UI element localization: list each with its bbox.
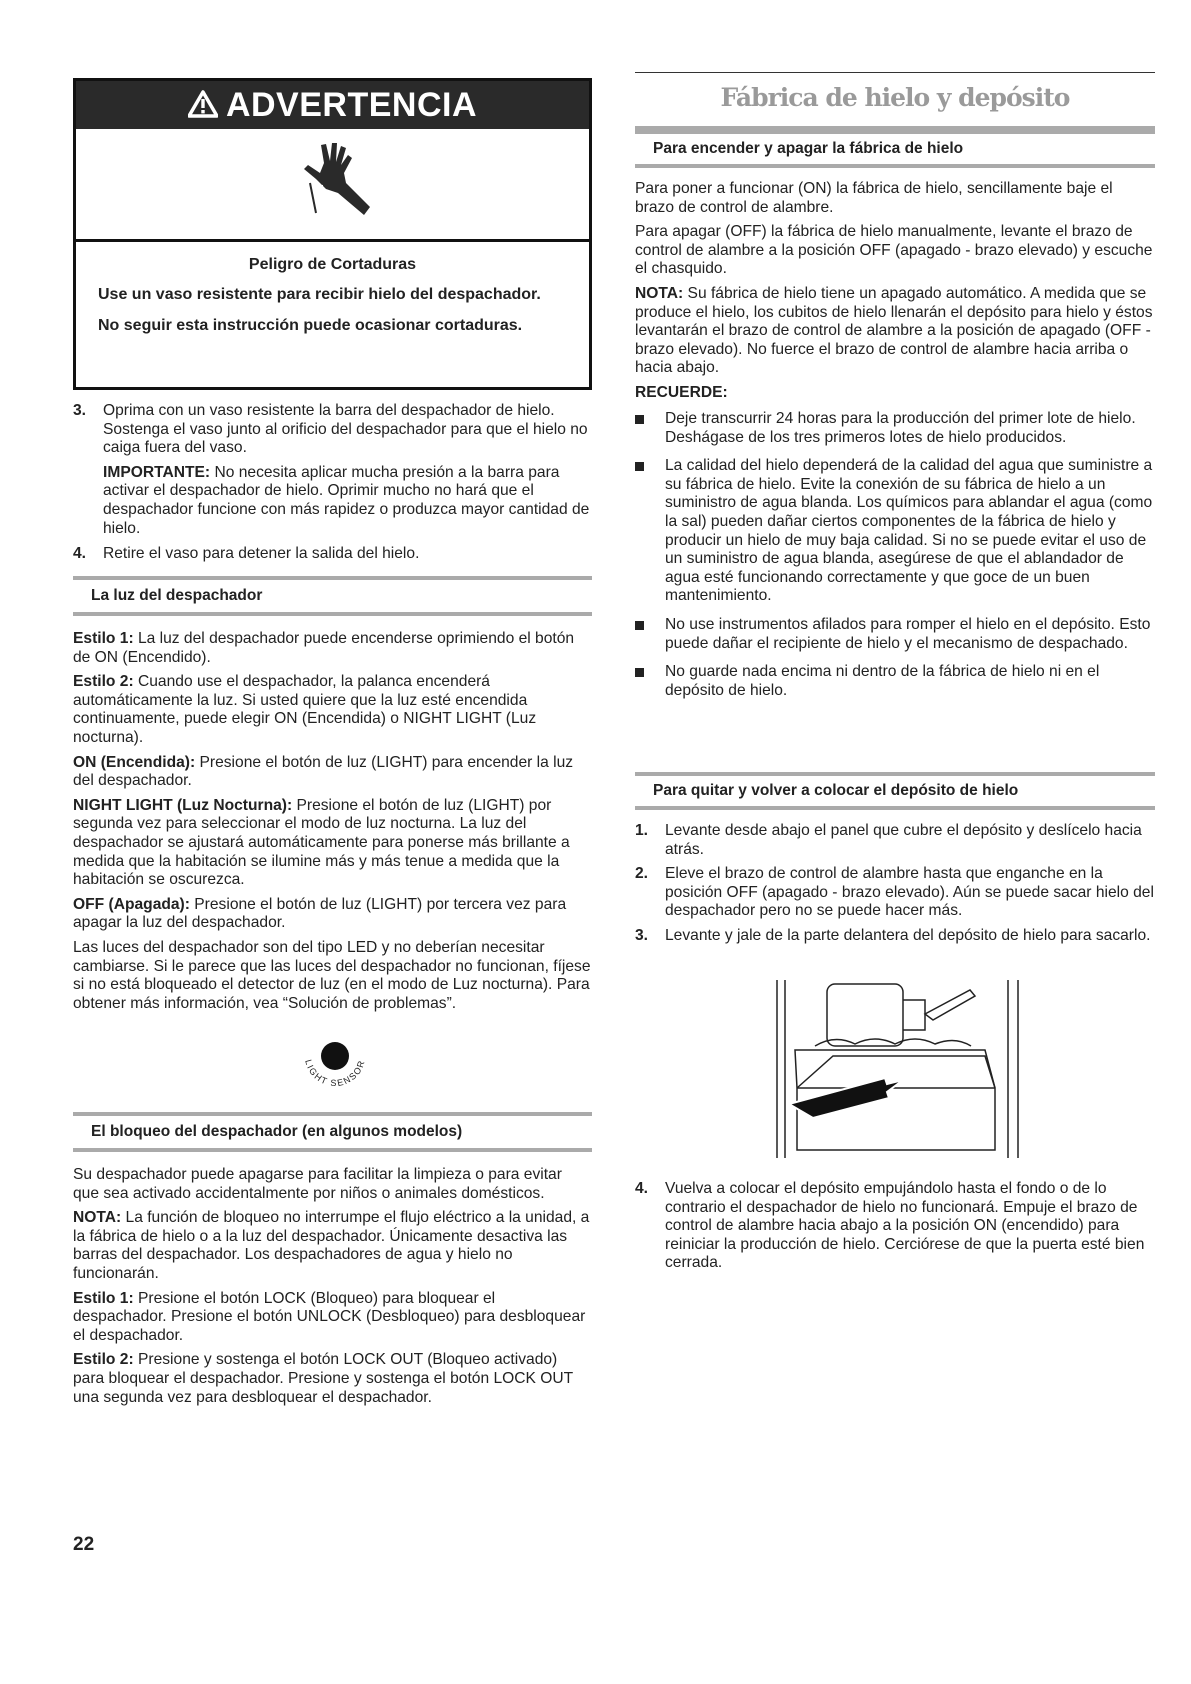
paragraph: Estilo 1: Presione el botón LOCK (Bloqueo) para bloquear el despachador. Presione el botón UNLOCK (Desbloqueo) para desbloquear el despachador. — [73, 1289, 586, 1344]
list-item: No use instrumentos afilados para romper el hielo en el depósito. Esto puede dañar el recipiente de hielo y el mecanismo de despachado. — [635, 616, 1155, 653]
onoff-section-body — [635, 180, 1155, 409]
section-heading-lock: El bloqueo del despachador (en algunos modelos) — [73, 1112, 592, 1152]
paragraph: OFF (Apagada): Presione el botón de luz (LIGHT) por tercera vez para apagar la luz del despachador. — [73, 895, 567, 932]
list-item: 3. Oprima con un vaso resistente la barra del despachador de hielo. Sostenga el vaso junto al orificio del despachador para que el hielo no caiga fuera del vaso. IMPORTANTE: No necesita aplicar mucha presión a la barra para activar el despachador de hielo. Oprimir mucho no hará que el despachador funcione con más rapidez o produzca mayor cantidad de hielo. — [73, 402, 590, 537]
page-number: 22 — [73, 1534, 95, 1555]
warning-heading: ADVERTENCIA — [225, 86, 478, 124]
warning-box — [73, 78, 592, 390]
paragraph: NOTA: Su fábrica de hielo tiene un apagado automático. A medida que se produce el hielo, los cubitos de hielo llenarán el depósito para hielo y éstos levantarán el brazo de control de alambre a la posición de apagado (OFF - brazo elevado). No fuerce el brazo de control de alambre hacia arriba o hacia abajo. — [635, 284, 1153, 377]
step-4 — [635, 1180, 1155, 1273]
list-item: Deje transcurrir 24 horas para la producción del primer lote de hielo. Deshágase de los tres primeros lotes de hielo producidos. — [635, 410, 1155, 447]
paragraph: Estilo 2: Cuando use el despachador, la palanca encenderá automáticamente la luz. Si usted quiere que la luz esté encendida continuamente, puede elegir ON (Encendida) o NIGHT LIGHT (Luz nocturna). — [73, 673, 537, 746]
important-note: IMPORTANTE: No necesita aplicar mucha presión a la barra para activar el despachador de hielo. Oprimir mucho no hará que el despachador funcione con más rapidez o produzca mayor cantidad de hielo. — [103, 463, 590, 537]
paragraph: NOTA: La función de bloqueo no interrumpe el flujo eléctrico a la unidad, a la fábrica de hielo o a la luz del despachador. Únicamente desactiva las barras del despachador. Los despachadores de agua y hielo no funcionarán. — [73, 1209, 590, 1282]
section-heading-bin: Para quitar y volver a colocar el depósito de hielo — [635, 772, 1155, 810]
paragraph: Para poner a funcionar (ON) la fábrica de hielo, sencillamente baje el brazo de control de alambre. — [635, 180, 1113, 216]
warning-triangle-icon — [188, 83, 218, 131]
list-item: 2. Eleve el brazo de control de alambre hasta que enganche en la posición OFF (apagado - brazo elevado). Aún se puede sacar hielo del despachador pero no se puede hacer más. — [635, 865, 1154, 920]
list-item: La calidad del hielo dependerá de la calidad del agua que suministre a su fábrica de hielo. Evite la conexión de su fábrica de hielo a un suministro de agua blanda. Los químicos para ablandar el agua (como la sal) pueden dañar ciertos componentes de la fábrica de hielo y producir un hielo de muy baja calidad. Si no se puede evitar el uso de un suministro de agua blanda, asegúrese de que el ablandador de agua esté funcionando correctamente y que goce de un buen mantenimiento. — [635, 457, 1155, 606]
paragraph: Estilo 2: Presione y sostenga el botón LOCK OUT (Bloqueo activado) para bloquear el despachador. Presione y sostenga el botón LOCK OUT una segunda vez para desbloquear el despachador. — [73, 1351, 573, 1406]
remember-list — [635, 410, 1155, 710]
warning-line-1: Use un vaso resistente para recibir hielo del despachador. — [98, 286, 541, 303]
cut-hazard-icon — [76, 129, 589, 242]
list-item: No guarde nada encima ni dentro de la fábrica de hielo ni en el depósito de hielo. — [635, 663, 1155, 700]
bin-steps — [635, 822, 1155, 946]
warning-header — [76, 81, 589, 129]
sensor-label: LIGHT SENSOR — [303, 1058, 367, 1089]
remember-label: RECUERDE: — [635, 383, 728, 401]
paragraph: Su despachador puede apagarse para facilitar la limpieza o para evitar que sea activado accidentalmente por niños o animales domésticos. — [73, 1166, 562, 1202]
paragraph: Para apagar (OFF) la fábrica de hielo manualmente, levante el brazo de control de alambre a la posición OFF (apagado - brazo elevado) y escuche el chasquido. — [635, 223, 1153, 278]
list-item: 3. Levante y jale de la parte delantera del depósito de hielo para sacarlo. — [635, 926, 1151, 944]
section-heading-light: La luz del despachador — [73, 576, 592, 616]
list-item: 4. Retire el vaso para detener la salida del hielo. — [73, 545, 420, 563]
warning-line-2: No seguir esta instrucción puede ocasionar cortaduras. — [98, 317, 523, 334]
section-heading-onoff: Para encender y apagar la fábrica de hielo — [635, 130, 1155, 168]
list-item: 4. Vuelva a colocar el depósito empujándolo hasta el fondo o de lo contrario el despachador de hielo no funcionará. Empuje el brazo de control de alambre hacia abajo a la posición ON (encendido) para reiniciar la producción de hielo. Cerciórese de que la puerta esté bien cerrada. — [635, 1180, 1145, 1272]
paragraph: NIGHT LIGHT (Luz Nocturna): Presione el botón de luz (LIGHT) por segunda vez para seleccionar el modo de luz nocturna. La luz del despachador se ajustará automáticamente para ponerse más brillante a medida que la habitación se ilumine más y más tenue a medida que la habitación se oscurezca. — [73, 796, 570, 889]
ice-bin-illustration — [775, 980, 1020, 1160]
list-item: 1. Levante desde abajo el panel que cubre el depósito y deslícelo hacia atrás. — [635, 822, 1142, 858]
paragraph: ON (Encendida): Presione el botón de luz (LIGHT) para encender la luz del despachador. — [73, 753, 574, 790]
light-sensor-icon — [295, 1038, 375, 1098]
lock-section-body — [73, 1166, 591, 1413]
light-section-body — [73, 630, 591, 1019]
warning-title: Peligro de Cortaduras — [248, 256, 417, 273]
paragraph: Las luces del despachador son del tipo LED y no deberían necesitar cambiarse. Si le parece que las luces del despachador no funcionan, fíjese si no está bloqueado el detector de luz (en el modo de Luz nocturna). Para obtener más información, vea “Solución de problemas”. — [73, 938, 591, 1012]
section-title: Fábrica de hielo y depósito — [635, 72, 1155, 130]
paragraph: Estilo 1: La luz del despachador puede encenderse oprimiendo el botón de ON (Encendido). — [73, 630, 575, 666]
dispense-steps — [73, 402, 591, 564]
